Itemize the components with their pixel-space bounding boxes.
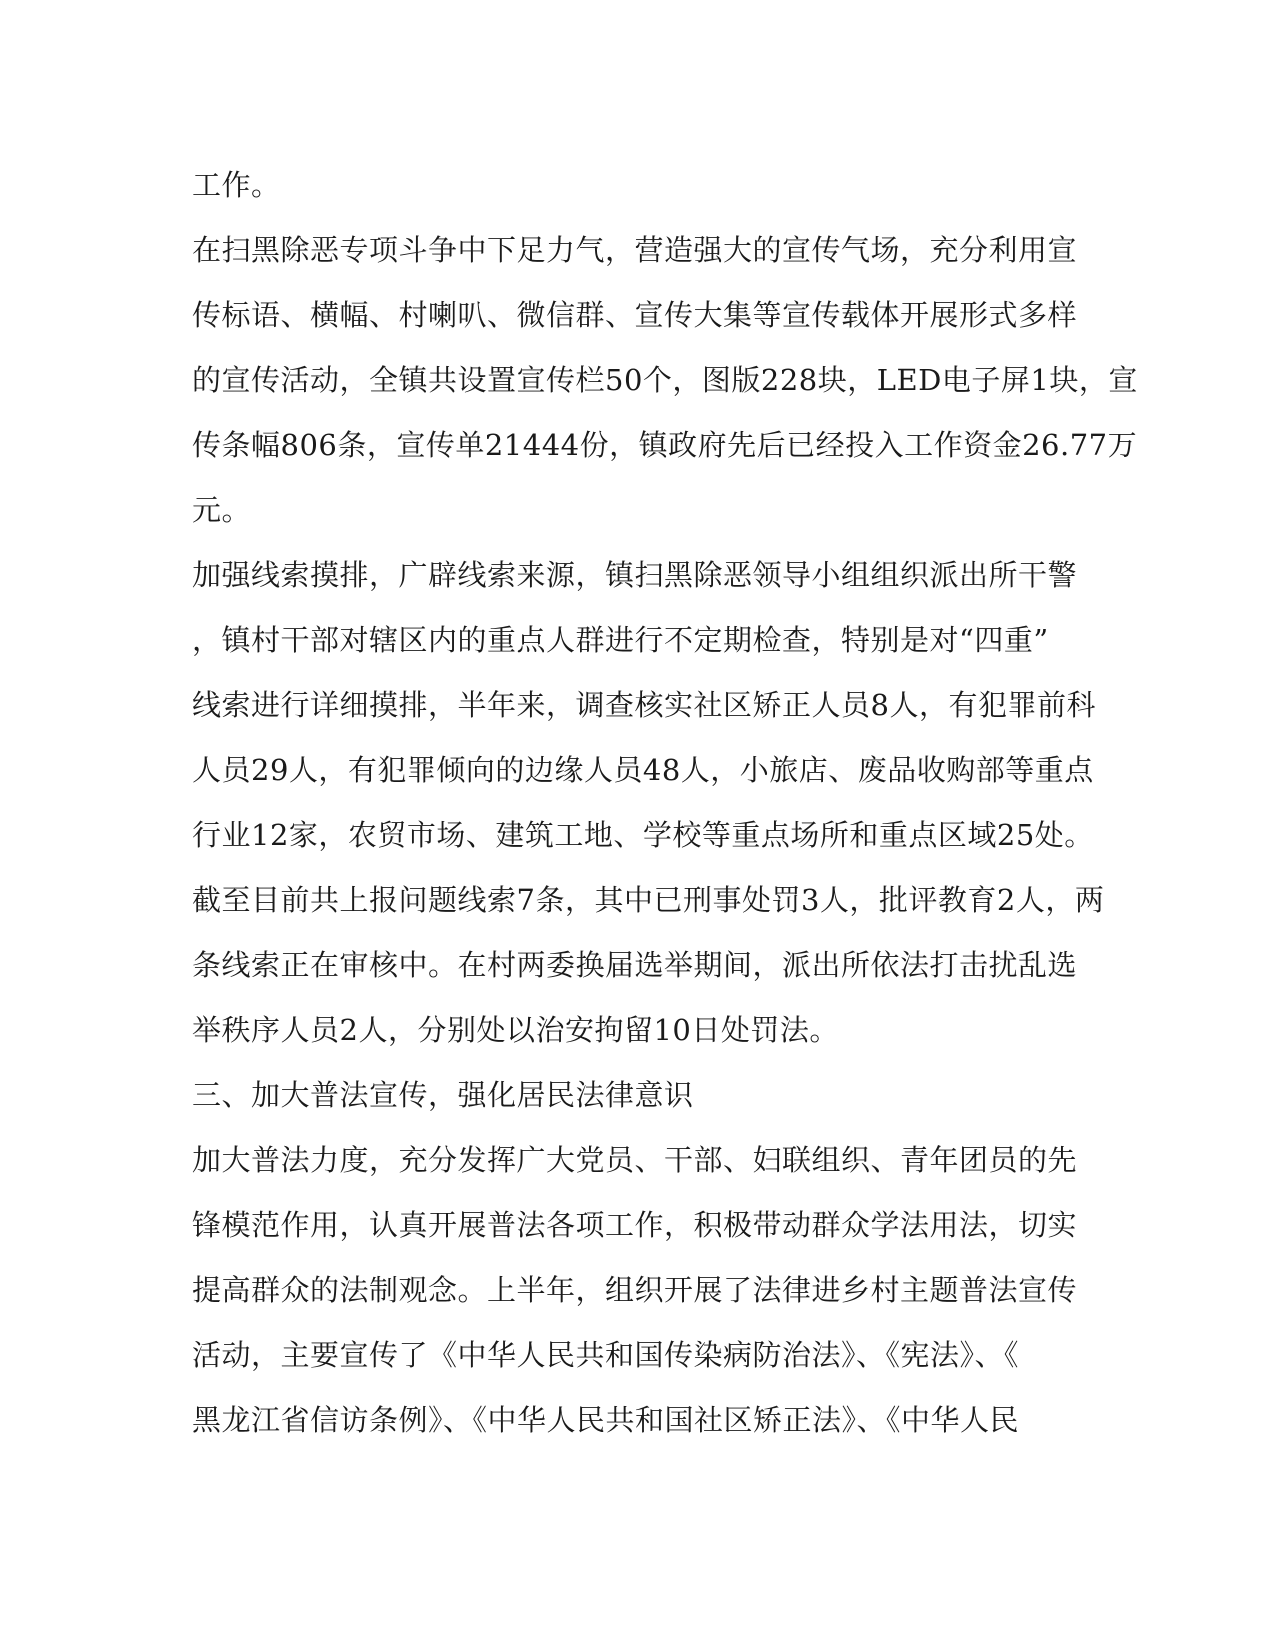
text-line-10: 人员29人，有犯罪倾向的边缘人员48人，小旅店、废品收购部等重点 — [192, 753, 1094, 787]
text-line-13: 条线索正在审核中。在村两委换届选举期间，派出所依法打击扰乱选 — [192, 948, 1078, 982]
text-line-7: 加强线索摸排，广辟线索来源，镇扫黑除恶领导小组组织派出所干警 — [192, 558, 1078, 592]
text-line-20: 黑龙江省信访条例》、《中华人民共和国社区矫正法》、《中华人民 — [192, 1403, 1020, 1437]
text-line-2: 在扫黑除恶专项斗争中下足力气，营造强大的宣传气场，充分利用宣 — [192, 233, 1078, 267]
text-line-6: 元。 — [192, 493, 252, 527]
body-text — [192, 153, 1138, 1453]
text-line-11: 行业12家，农贸市场、建筑工地、学校等重点场所和重点区域25处。 — [192, 818, 1094, 852]
text-line-19: 活动，主要宣传了《中华人民共和国传染病防治法》、《宪法》、《 — [192, 1338, 1020, 1372]
text-line-18: 提高群众的法制观念。上半年，组织开展了法律进乡村主题普法宣传 — [192, 1273, 1078, 1307]
text-line-1: 工作。 — [192, 168, 281, 202]
text-line-5: 传条幅806条，宣传单21444份，镇政府先后已经投入工作资金26.77万 — [192, 428, 1138, 462]
text-line-4: 的宣传活动，全镇共设置宣传栏50个，图版228块，LED电子屏1块，宣 — [192, 363, 1138, 397]
text-line-17: 锋模范作用，认真开展普法各项工作，积极带动群众学法用法，切实 — [192, 1208, 1078, 1242]
text-line-9: 线索进行详细摸排，半年来，调查核实社区矫正人员8人，有犯罪前科 — [192, 688, 1096, 722]
section-heading: 三、加大普法宣传，强化居民法律意识 — [192, 1078, 694, 1112]
text-line-16: 加大普法力度，充分发挥广大党员、干部、妇联组织、青年团员的先 — [192, 1143, 1078, 1177]
text-line-8: ，镇村干部对辖区内的重点人群进行不定期检查，特别是对“四重” — [192, 623, 1049, 657]
text-line-12: 截至目前共上报问题线索7条，其中已刑事处罚3人，批评教育2人，两 — [192, 883, 1105, 917]
text-line-14: 举秩序人员2人，分别处以治安拘留10日处罚法。 — [192, 1013, 839, 1047]
text-line-3: 传标语、横幅、村喇叭、微信群、宣传大集等宣传载体开展形式多样 — [192, 298, 1078, 332]
